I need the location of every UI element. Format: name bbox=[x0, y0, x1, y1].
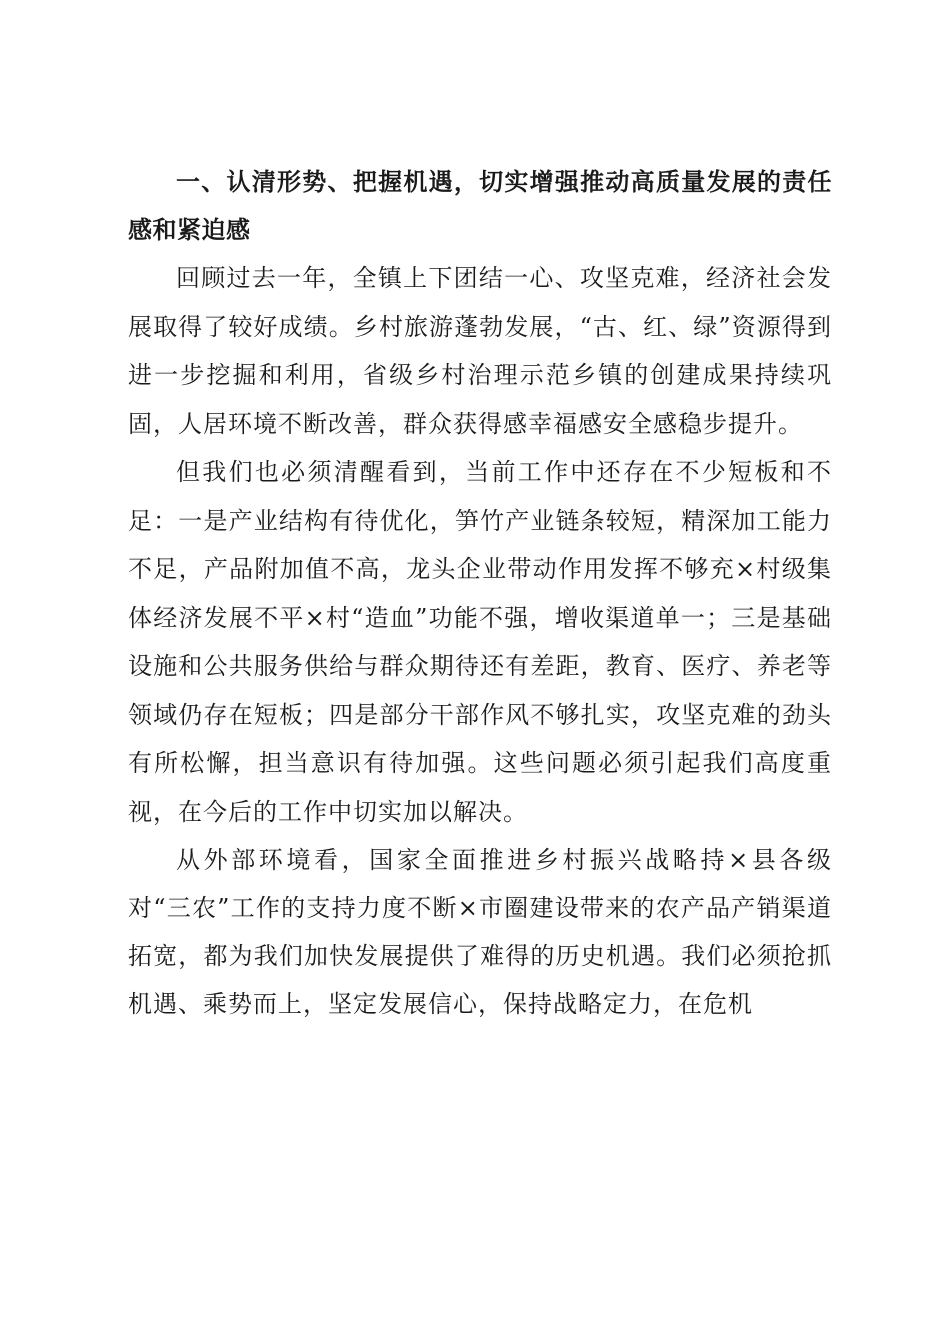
paragraph-external-environment: 从外部环境看，国家全面推进乡村振兴战略持×县各级对“三农”工作的支持力度不断×市圈建设带来的农产品产销渠道拓宽，都为我们加快发展提供了难得的历史机遇。我们必须抢抓机遇、乘势而上，坚定发展信心，保持战略定力，在危机 bbox=[128, 846, 832, 1018]
document-body bbox=[128, 158, 832, 1028]
paragraph-review: 回顾过去一年，全镇上下团结一心、攻坚克难，经济社会发展取得了较好成绩。乡村旅游蓬勃发展，“古、红、绿”资源得到进一步挖掘和利用，省级乡村治理示范乡镇的创建成果持续巩固，人居环境不断改善，群众获得感幸福感安全感稳步提升。 bbox=[128, 264, 832, 438]
paragraph-shortcomings: 但我们也必须清醒看到，当前工作中还存在不少短板和不足：一是产业结构有待优化，笋竹产业链条较短，精深加工能力不足，产品附加值不高，龙头企业带动作用发挥不够充×村级集体经济发展不平×村“造血”功能不强，增收渠道单一；三是基础设施和公共服务供给与群众期待还有差距，教育、医疗、养老等领域仍存在短板；四是部分干部作风不够扎实，攻坚克难的劲头有所松懈，担当意识有待加强。这些问题必须引起我们高度重视，在今后的工作中切实加以解决。 bbox=[128, 458, 832, 826]
section-heading: 一、认清形势、把握机遇，切实增强推动高质量发展的责任感和紧迫感 bbox=[128, 168, 832, 244]
